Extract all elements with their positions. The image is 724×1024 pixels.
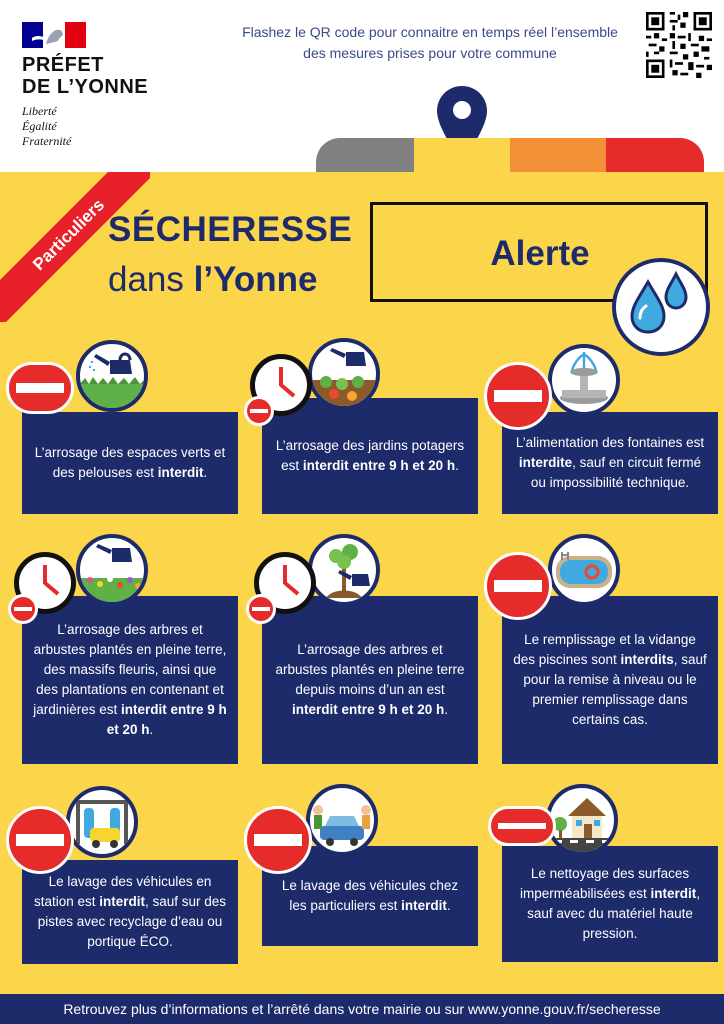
rule-card-6	[502, 596, 718, 764]
watering-can-flowers-icon	[80, 538, 144, 602]
marianne-flag-logo	[22, 22, 86, 48]
motto-liberte: Liberté	[22, 104, 57, 118]
footer-info: Retrouvez plus d’informations et l’arrêté dans votre mairie ou sur www.yonne.gouv.fr/secheresse	[0, 994, 724, 1024]
rule-card-3	[502, 412, 718, 514]
forbidden-badge-8	[244, 806, 312, 874]
forbidden-badge-4	[8, 594, 38, 624]
watering-can-lawn-icon	[80, 344, 144, 408]
prefecture-line-1: PRÉFET	[22, 54, 104, 76]
rule-text-5: L’arrosage des arbres et arbustes plantés en pleine terre depuis moins d’un an est interdit entre 9 h et 20 h.	[275, 642, 465, 717]
level-bar-vigilance	[316, 138, 414, 172]
republic-motto	[22, 104, 71, 149]
qr-instructions: Flashez le QR code pour connaitre en temps réel l’ensemble des mesures prises pour votre commune	[242, 24, 618, 61]
prefecture-line-2: DE L’YONNE	[22, 76, 149, 98]
qr-code[interactable]	[646, 12, 712, 78]
rule-text-9: Le nettoyage des surfaces imperméabilisées est interdit, sauf avec du matériel haute pression.	[519, 866, 701, 941]
rule-card-5	[262, 596, 478, 764]
motto-egalite: Égalité	[22, 119, 57, 133]
rule-text-2: L’arrosage des jardins potagers est interdit entre 9 h et 20 h.	[275, 438, 465, 473]
title-line-1: SÉCHERESSE	[108, 210, 353, 249]
title-place: l’Yonne	[193, 260, 318, 299]
forbidden-badge-6	[484, 552, 552, 620]
forbidden-badge-3	[484, 362, 552, 430]
rule-text-1: L’arrosage des espaces verts et des pelouses est interdit.	[34, 445, 226, 480]
swimming-pool-icon	[552, 538, 616, 602]
water-drops-icon	[616, 262, 706, 352]
level-bar-alerte	[414, 138, 510, 172]
rule-card-1	[22, 412, 238, 514]
rule-text-8: Le lavage des véhicules chez les particuliers est interdit.	[281, 878, 459, 913]
rule-illustration-6	[548, 534, 620, 606]
rule-illustration-4	[76, 534, 148, 606]
rule-illustration-1	[76, 340, 148, 412]
car-wash-station-icon	[70, 790, 134, 854]
prefecture-name	[22, 54, 148, 98]
rule-text-6: Le remplissage et la vidange des piscines sont interdits, sauf pour la remise à niveau ou le premier remplissage dans certains cas.	[513, 632, 707, 727]
rule-illustration-2	[308, 338, 380, 410]
rule-text-7: Le lavage des véhicules en station est interdit, sauf sur des pistes avec recyclage d’eau ou portique ÉCO.	[33, 874, 227, 949]
rule-illustration-8	[306, 784, 378, 856]
rule-illustration-5	[308, 534, 380, 606]
rule-text-4: L’arrosage des arbres et arbustes plantés en pleine terre, des massifs fleuris, ainsi que des plantations en contenant et jardinières est interdit entre 9 h et 20 h.	[33, 622, 227, 737]
rule-illustration-9	[546, 784, 618, 856]
rule-illustration-7	[66, 786, 138, 858]
rule-card-4	[22, 596, 238, 764]
fountain-icon	[552, 348, 616, 412]
forbidden-badge-1	[6, 362, 74, 414]
audience-ribbon-label: Particuliers	[0, 172, 150, 322]
level-bar-crise	[606, 138, 704, 172]
forbidden-badge-9	[488, 806, 556, 846]
title-line-2	[108, 260, 317, 300]
watering-can-tree-icon	[312, 538, 376, 602]
rule-card-7	[22, 860, 238, 964]
rule-card-2	[262, 398, 478, 514]
rule-text-3: L’alimentation des fontaines est interdite, sauf en circuit fermé ou impossibilité technique.	[515, 435, 705, 490]
watering-can-vegetables-icon	[312, 342, 376, 406]
rule-illustration-3	[548, 344, 620, 416]
alert-level-label: Alerte	[490, 234, 590, 273]
title-prefix: dans	[108, 260, 184, 299]
level-bar-alerte-renforcee	[510, 138, 606, 172]
forbidden-badge-2	[244, 396, 274, 426]
car-washing-people-icon	[310, 788, 374, 852]
forbidden-badge-7	[6, 806, 74, 874]
motto-fraternite: Fraternité	[22, 134, 72, 148]
forbidden-badge-5	[246, 594, 276, 624]
house-pavement-icon	[550, 788, 614, 852]
rule-card-9	[502, 846, 718, 962]
